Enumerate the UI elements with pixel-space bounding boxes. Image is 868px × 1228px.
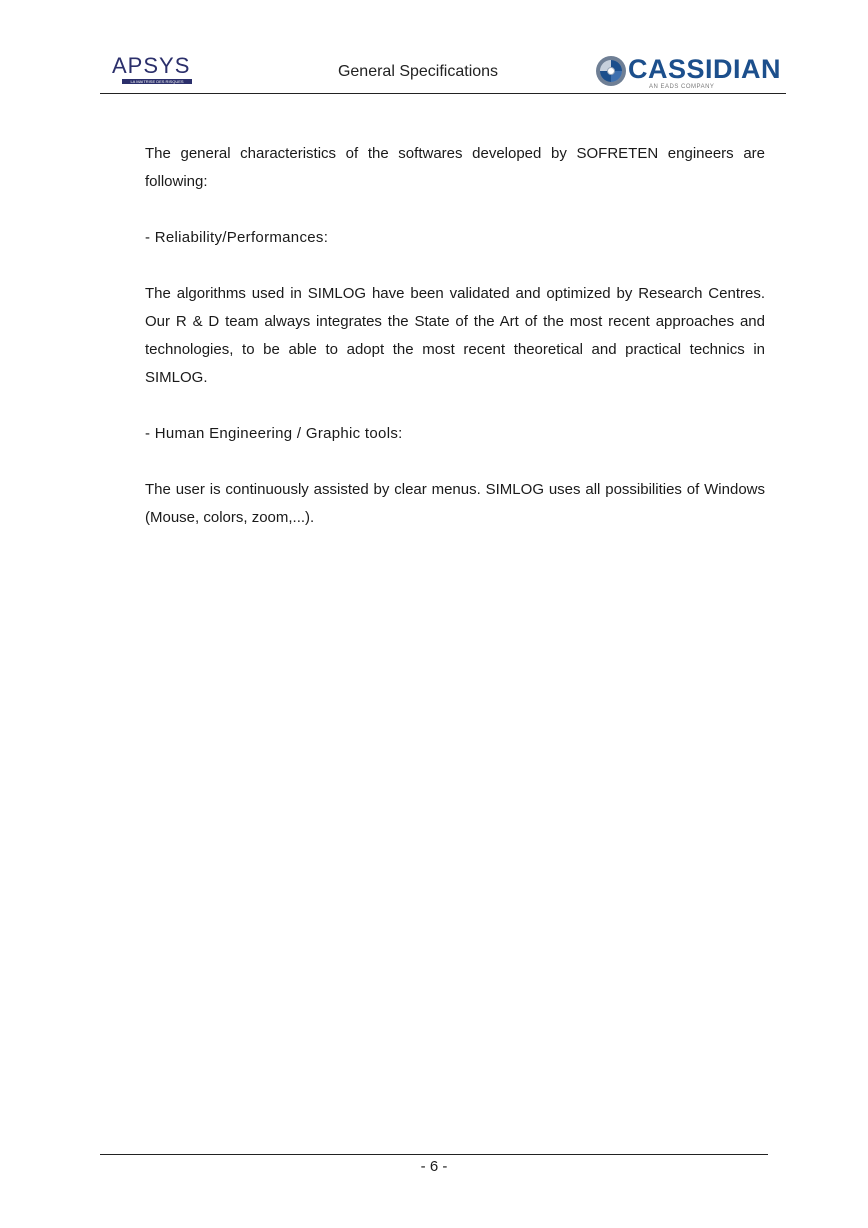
apsys-logo-tagline: LA MAITRISE DES RISQUES bbox=[122, 79, 192, 84]
cassidian-logo bbox=[594, 52, 784, 92]
reliability-paragraph: The algorithms used in SIMLOG have been validated and optimized by Research Centres. Our R & D team always integrates the State of the Art of the most recent approaches and technologies, to be able to adopt the most recent theoretical and practical technics in SIMLOG. bbox=[145, 285, 765, 386]
section-heading-reliability: - Reliability/Performances: bbox=[145, 229, 329, 246]
header-divider bbox=[100, 93, 786, 94]
page-header bbox=[100, 50, 786, 94]
page-number: - 6 - bbox=[420, 1158, 448, 1175]
cassidian-emblem-icon bbox=[594, 54, 628, 88]
document-body bbox=[145, 140, 765, 532]
cassidian-logo-tagline: AN EADS COMPANY bbox=[649, 84, 715, 90]
apsys-logo-text: APSYS bbox=[112, 53, 191, 78]
apsys-logo bbox=[112, 54, 192, 88]
footer-divider bbox=[100, 1154, 768, 1155]
human-engineering-paragraph: The user is continuously assisted by clear menus. SIMLOG uses all possibilities of Windows (Mouse, colors, zoom,...). bbox=[145, 481, 765, 526]
header-title: General Specifications bbox=[337, 63, 499, 80]
cassidian-logo-text: CASSIDIAN bbox=[628, 54, 782, 84]
section-heading-human-engineering: - Human Engineering / Graphic tools: bbox=[145, 425, 403, 442]
intro-paragraph: The general characteristics of the softwares developed by SOFRETEN engineers are following: bbox=[145, 145, 765, 190]
